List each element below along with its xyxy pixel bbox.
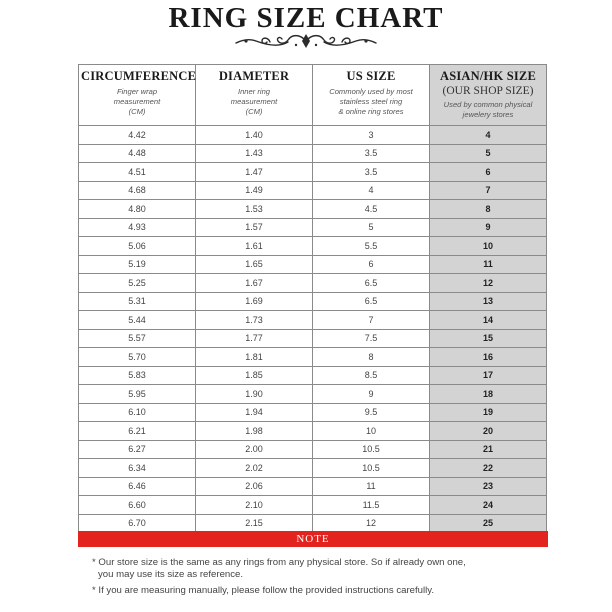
us-size-cell: 5 <box>313 218 430 237</box>
diameter-cell: 2.00 <box>196 440 313 459</box>
column-subtitle: stainless steel ring <box>339 97 403 106</box>
asian-size-cell: 15 <box>430 329 547 348</box>
column-subtitle: measurement <box>230 97 278 106</box>
circumference-cell: 6.27 <box>79 440 196 459</box>
circumference-cell: 6.60 <box>79 496 196 515</box>
circumference-cell: 5.70 <box>79 348 196 367</box>
us-size-cell: 5.5 <box>313 237 430 256</box>
us-size-cell: 4.5 <box>313 200 430 219</box>
asian-size-cell: 7 <box>430 181 547 200</box>
table-row <box>79 163 547 182</box>
note-line: * Our store size is the same as any rings from any physical store. So if already own one, <box>92 557 466 568</box>
table-row <box>79 422 547 441</box>
circumference-cell: 4.80 <box>79 200 196 219</box>
table-row <box>79 366 547 385</box>
diameter-cell: 1.40 <box>196 126 313 145</box>
page-title: RING SIZE CHART <box>168 2 444 34</box>
diameter-cell: 2.06 <box>196 477 313 496</box>
asian-size-cell: 5 <box>430 144 547 163</box>
asian-size-cell: 22 <box>430 459 547 478</box>
asian-size-cell: 18 <box>430 385 547 404</box>
asian-size-cell: 17 <box>430 366 547 385</box>
us-size-cell: 11 <box>313 477 430 496</box>
circumference-cell: 5.25 <box>79 274 196 293</box>
us-size-cell: 9.5 <box>313 403 430 422</box>
table-row <box>79 477 547 496</box>
table-row <box>79 459 547 478</box>
table-body <box>79 126 547 533</box>
us-size-cell: 10.5 <box>313 459 430 478</box>
table-row <box>79 255 547 274</box>
diameter-cell: 2.10 <box>196 496 313 515</box>
table-row <box>79 385 547 404</box>
table-row <box>79 292 547 311</box>
table-row <box>79 514 547 533</box>
asian-size-cell: 25 <box>430 514 547 533</box>
us-size-cell: 7.5 <box>313 329 430 348</box>
asian-size-cell: 4 <box>430 126 547 145</box>
note-line: you may use its size as reference. <box>98 569 244 580</box>
us-size-cell: 3.5 <box>313 163 430 182</box>
us-size-cell: 10 <box>313 422 430 441</box>
us-size-cell: 8.5 <box>313 366 430 385</box>
column-subtitle: Commonly used by most <box>329 87 413 96</box>
ring-size-table <box>78 64 547 533</box>
us-size-cell: 6 <box>313 255 430 274</box>
table-row <box>79 311 547 330</box>
diameter-cell: 1.67 <box>196 274 313 293</box>
diameter-cell: 1.90 <box>196 385 313 404</box>
column-subtitle: & online ring stores <box>338 107 404 116</box>
us-size-cell: 10.5 <box>313 440 430 459</box>
asian-size-cell: 13 <box>430 292 547 311</box>
table-row <box>79 218 547 237</box>
circumference-cell: 5.57 <box>79 329 196 348</box>
circumference-cell: 4.48 <box>79 144 196 163</box>
note-line: * If you are measuring manually, please follow the provided instructions carefully. <box>92 585 434 596</box>
diameter-cell: 1.57 <box>196 218 313 237</box>
table-row <box>79 403 547 422</box>
asian-size-cell: 8 <box>430 200 547 219</box>
circumference-cell: 5.06 <box>79 237 196 256</box>
table-row <box>79 440 547 459</box>
asian-size-cell: 21 <box>430 440 547 459</box>
us-size-cell: 8 <box>313 348 430 367</box>
column-subtitle: Finger wrap <box>116 87 158 96</box>
circumference-cell: 4.93 <box>79 218 196 237</box>
diameter-cell: 1.49 <box>196 181 313 200</box>
table-header-row <box>79 65 547 126</box>
table-row <box>79 329 547 348</box>
circumference-cell: 5.95 <box>79 385 196 404</box>
column-header-diameter <box>196 65 313 126</box>
circumference-cell: 4.42 <box>79 126 196 145</box>
diameter-cell: 1.53 <box>196 200 313 219</box>
circumference-cell: 6.46 <box>79 477 196 496</box>
us-size-cell: 6.5 <box>313 292 430 311</box>
column-subtitle: (CM) <box>245 107 263 116</box>
diameter-cell: 2.02 <box>196 459 313 478</box>
column-title-secondary: (OUR SHOP SIZE) <box>442 85 534 97</box>
asian-size-cell: 6 <box>430 163 547 182</box>
asian-size-cell: 14 <box>430 311 547 330</box>
column-subtitle: Used by common physical <box>443 100 533 109</box>
us-size-cell: 12 <box>313 514 430 533</box>
us-size-cell: 11.5 <box>313 496 430 515</box>
asian-size-cell: 23 <box>430 477 547 496</box>
diameter-cell: 1.73 <box>196 311 313 330</box>
table-row <box>79 144 547 163</box>
circumference-cell: 4.68 <box>79 181 196 200</box>
table-row <box>79 237 547 256</box>
column-subtitle: (CM) <box>128 107 146 116</box>
us-size-cell: 3.5 <box>313 144 430 163</box>
circumference-cell: 5.19 <box>79 255 196 274</box>
asian-size-cell: 20 <box>430 422 547 441</box>
diameter-cell: 1.43 <box>196 144 313 163</box>
column-subtitle: jewelery stores <box>462 110 514 119</box>
diameter-cell: 1.47 <box>196 163 313 182</box>
circumference-cell: 6.34 <box>79 459 196 478</box>
table-row <box>79 348 547 367</box>
circumference-cell: 5.44 <box>79 311 196 330</box>
diameter-cell: 1.61 <box>196 237 313 256</box>
diameter-cell: 1.98 <box>196 422 313 441</box>
us-size-cell: 4 <box>313 181 430 200</box>
column-subtitle: Inner ring <box>237 87 271 96</box>
circumference-cell: 4.51 <box>79 163 196 182</box>
column-title: CIRCUMFERENCE <box>81 69 197 83</box>
table-row <box>79 181 547 200</box>
asian-size-cell: 10 <box>430 237 547 256</box>
table-row <box>79 200 547 219</box>
column-title: ASIAN/HK SIZE <box>439 69 537 83</box>
asian-size-cell: 11 <box>430 255 547 274</box>
column-title: US SIZE <box>346 69 396 83</box>
circumference-cell: 5.31 <box>79 292 196 311</box>
column-title: DIAMETER <box>218 69 290 83</box>
circumference-cell: 5.83 <box>79 366 196 385</box>
us-size-cell: 3 <box>313 126 430 145</box>
diameter-cell: 1.65 <box>196 255 313 274</box>
note-banner: NOTE <box>78 531 548 547</box>
scroll-flourish-icon <box>226 32 386 50</box>
us-size-cell: 9 <box>313 385 430 404</box>
us-size-cell: 7 <box>313 311 430 330</box>
circumference-cell: 6.70 <box>79 514 196 533</box>
asian-size-cell: 19 <box>430 403 547 422</box>
column-subtitle: measurement <box>113 97 161 106</box>
diameter-cell: 2.15 <box>196 514 313 533</box>
diameter-cell: 1.77 <box>196 329 313 348</box>
column-header-us-size <box>313 65 430 126</box>
circumference-cell: 6.10 <box>79 403 196 422</box>
column-header-circumference <box>79 65 196 126</box>
column-header-asian-size <box>430 65 547 126</box>
circumference-cell: 6.21 <box>79 422 196 441</box>
diameter-cell: 1.94 <box>196 403 313 422</box>
asian-size-cell: 16 <box>430 348 547 367</box>
table-row <box>79 274 547 293</box>
table-row <box>79 126 547 145</box>
diameter-cell: 1.81 <box>196 348 313 367</box>
asian-size-cell: 12 <box>430 274 547 293</box>
asian-size-cell: 24 <box>430 496 547 515</box>
table-row <box>79 496 547 515</box>
us-size-cell: 6.5 <box>313 274 430 293</box>
asian-size-cell: 9 <box>430 218 547 237</box>
diameter-cell: 1.85 <box>196 366 313 385</box>
diameter-cell: 1.69 <box>196 292 313 311</box>
